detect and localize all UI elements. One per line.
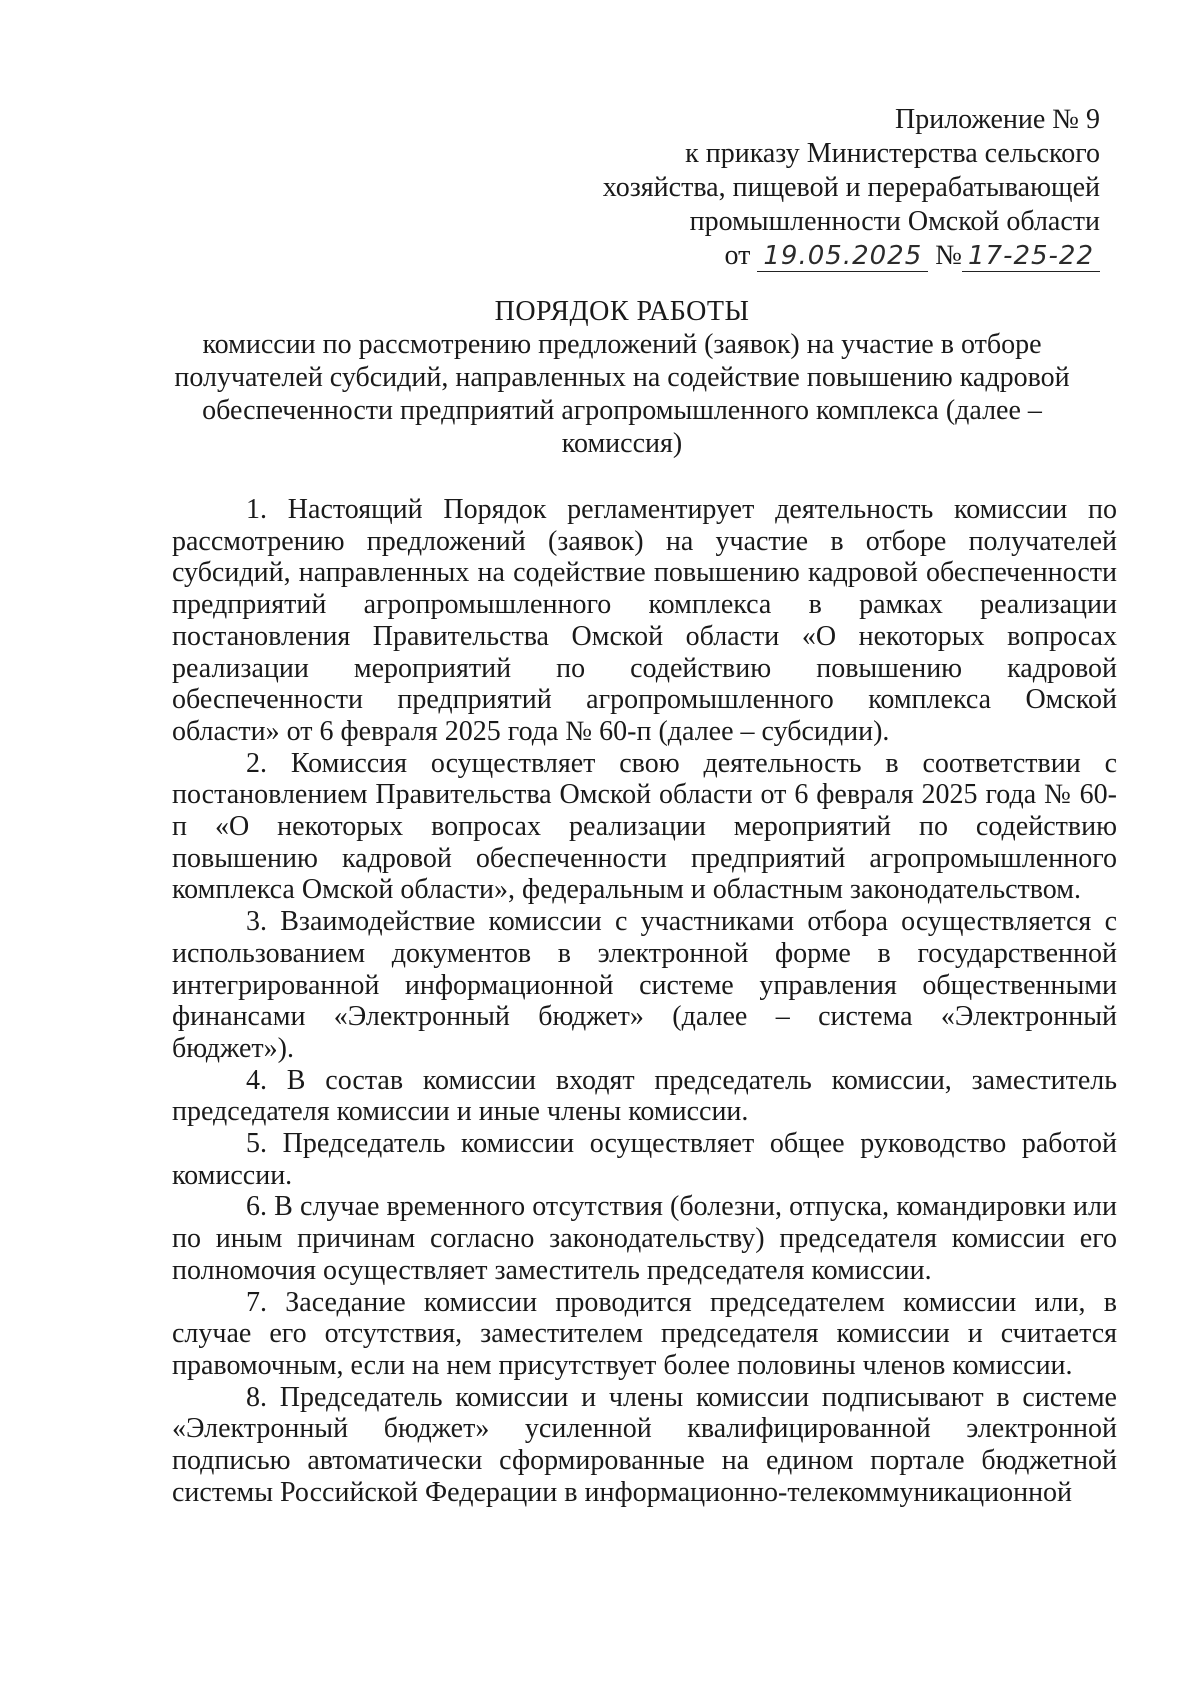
order-reference-line-2: хозяйства, пищевой и перерабатывающей [602, 172, 1100, 203]
paragraph-4: 4. В состав комиссии входят председатель комиссии, заместитель председателя комиссии и иные члены комиссии. [172, 1064, 1117, 1128]
order-reference-line-3: промышленности Омской области [689, 206, 1100, 237]
document-title [172, 295, 1072, 460]
paragraph-6: 6. В случае временного отсутствия (болезни, отпуска, командировки или по иным причинам согласно законодательству) председателя комиссии его полномочия осуществляет заместитель председателя комиссии. [172, 1191, 1117, 1286]
handwritten-order-number: 17-25-22 [962, 241, 1100, 272]
date-prefix: от [724, 240, 751, 271]
appendix-number: Приложение № 9 [895, 104, 1100, 135]
paragraph-8: 8. Председатель комиссии и члены комиссии подписывают в системе «Электронный бюджет» усиленной квалифицированной электронной подписью автоматически сформированные на едином портале бюджетной системы Российской Федерации в информационно-телекоммуникационной [172, 1381, 1117, 1508]
order-date-number-line [540, 239, 1100, 273]
document-body [172, 494, 1117, 1509]
number-prefix: № [935, 240, 962, 271]
title-heading: ПОРЯДОК РАБОТЫ [494, 296, 750, 327]
handwritten-date: 19.05.2025 [757, 241, 928, 272]
paragraph-7: 7. Заседание комиссии проводится председателем комиссии или, в случае его отсутствия, заместителем председателя комиссии и считается правомочным, если на нем присутствует более половины членов комиссии. [172, 1286, 1117, 1381]
paragraph-2: 2. Комиссия осуществляет свою деятельность в соответствии с постановлением Правительства Омской области от 6 февраля 2025 года № 60-п «О некоторых вопросах реализации мероприятий по содействию повышению кадровой обеспеченности предприятий агропромышленного комплекса Омской области», федеральным и областным законодательством. [172, 747, 1117, 906]
paragraph-5: 5. Председатель комиссии осуществляет общее руководство работой комиссии. [172, 1128, 1117, 1191]
paragraph-1: 1. Настоящий Порядок регламентирует деятельность комиссии по рассмотрению предложений (заявок) на участие в отборе получателей субсидий, направленных на содействие повышению кадровой обеспеченности предприятий агропромышленного комплекса в рамках реализации постановления Правительства Омской области «О некоторых вопросах реализации мероприятий по содействию повышению кадровой обеспеченности предприятий агропромышленного комплекса Омской области» от 6 февраля 2025 года № 60-п (далее – субсидии). [172, 494, 1117, 747]
order-reference-line-1: к приказу Министерства сельского [685, 138, 1100, 169]
title-subheading: комиссии по рассмотрению предложений (заявок) на участие в отборе получателей субсидий, направленных на содействие повышению кадровой обеспеченности предприятий агропромышленного комплекса (далее – комиссия) [174, 329, 1070, 459]
paragraph-3: 3. Взаимодействие комиссии с участниками отбора осуществляется с использованием документов в электронной форме в государственной интегрированной информационной системе управления общественными финансами «Электронный бюджет» (далее – система «Электронный бюджет»). [172, 906, 1117, 1064]
appendix-header [540, 103, 1100, 273]
